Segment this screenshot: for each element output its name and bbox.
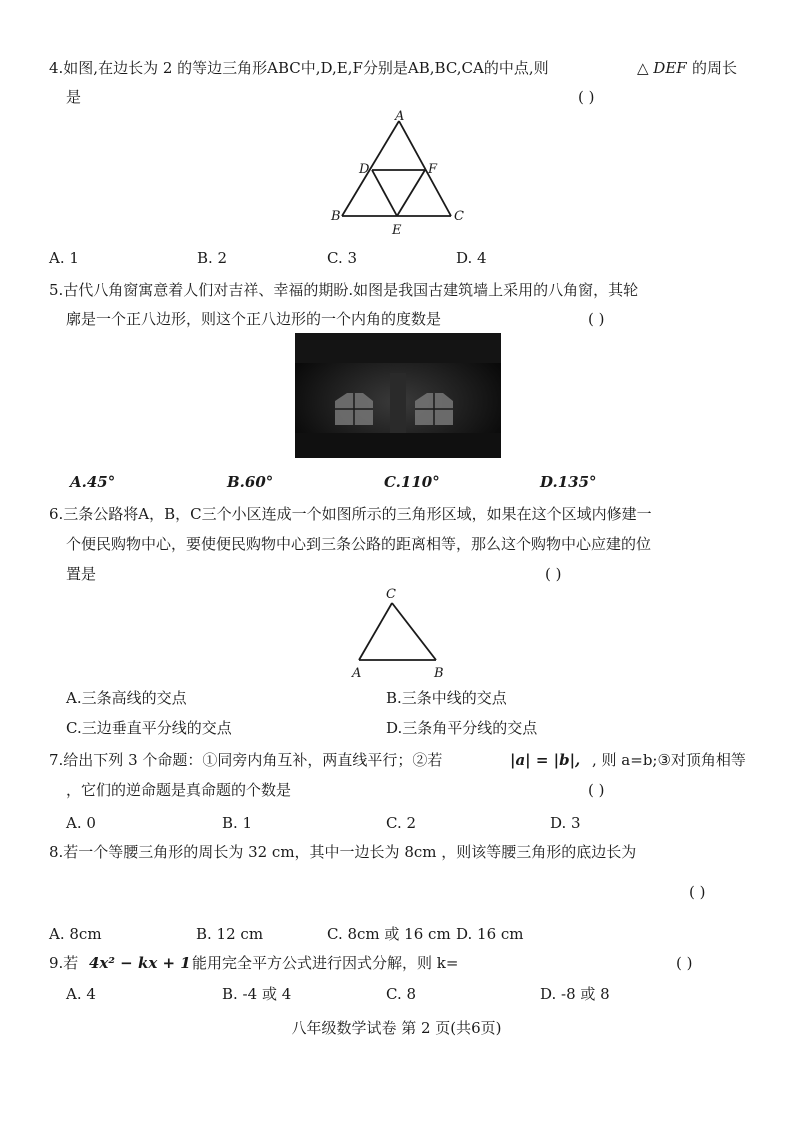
page-footer: 八年级数学试卷 第 2 页(共6页): [291, 1019, 502, 1037]
q5-stem-line1: 5.古代八角窗寓意着人们对吉祥、幸福的期盼.如图是我国古建筑墙上采用的八角窗，其轮: [49, 281, 639, 299]
q5-stem-line2: 廓是一个正八边形，则这个正八边形的一个内角的度数是: [66, 310, 442, 328]
q4-segment-fe: [397, 170, 425, 216]
q9-option-d: D. -8 或 8: [540, 985, 610, 1003]
q4-triangle-name: △ DEF: [637, 59, 687, 77]
q4-label-a: A: [395, 109, 405, 124]
q6-triangle-figure: [340, 583, 460, 683]
q7-abs-expression: |a| = |b|,: [510, 751, 581, 769]
q4-text: 4.如图,在边长为 2 的等边三角形ABC中,D,E,F分别是AB,BC,CA的中点,则: [49, 59, 549, 77]
q7-option-a: A. 0: [66, 814, 96, 832]
octagonal-window-image: [295, 333, 501, 458]
q6-label-c: C: [386, 587, 396, 602]
q8-stem-line1: 8.若一个等腰三角形的周长为 32 cm，其中一边长为 8cm ，则该等腰三角形的底边长为: [49, 843, 637, 861]
q5-option-c: C.110°: [384, 473, 440, 491]
q9-stem-b: 能用完全平方公式进行因式分解，则 k=: [192, 954, 459, 972]
q7-stem-line1-a: 7.给出下列 3 个命题：①同旁内角互补，两直线平行；②若: [49, 751, 443, 769]
q7-stem-line2: ，它们的逆命题是真命题的个数是: [66, 781, 292, 799]
q4-segment-de: [372, 170, 397, 216]
q8-answer-paren: ( ): [689, 883, 706, 901]
q6-option-b: B.三条中线的交点: [386, 689, 507, 707]
q6-stem-line2: 个便民购物中心，要使便民购物中心到三条公路的距离相等，那么这个购物中心应建的位: [66, 535, 652, 553]
q9-answer-paren: ( ): [676, 954, 693, 972]
q4-label-f: F: [428, 162, 438, 177]
q6-side-ca: [359, 603, 392, 660]
q6-option-c: C.三边垂直平分线的交点: [66, 719, 232, 737]
q9-expression: 4x² − kx + 1: [89, 954, 191, 972]
q6-label-b: B: [434, 666, 444, 681]
q4-label-c: C: [454, 209, 464, 224]
q6-stem-line1: 6.三条公路将A，B，C三个小区连成一个如图所示的三角形区域，如果在这个区域内修建一: [49, 505, 652, 523]
q5-option-d: D.135°: [540, 473, 597, 491]
q4-option-a: A. 1: [49, 249, 79, 267]
q5-option-a: A.45°: [70, 473, 116, 491]
octagonal-window-photo: [295, 333, 501, 458]
q8-option-d: D. 16 cm: [456, 925, 524, 943]
q4-option-d: D. 4: [456, 249, 487, 267]
q8-option-b: B. 12 cm: [196, 925, 264, 943]
q4-side-ab: [342, 121, 399, 216]
q6-option-a: A.三条高线的交点: [66, 689, 187, 707]
q4-label-e: E: [392, 223, 402, 238]
q9-option-a: A. 4: [66, 985, 96, 1003]
q4-stem-line2: 是: [66, 88, 82, 106]
q4-label-d: D: [359, 162, 370, 177]
q4-label-b: B: [331, 209, 341, 224]
q7-option-c: C. 2: [386, 814, 417, 832]
q4-triangle-figure: [325, 106, 470, 238]
q7-answer-paren: ( ): [588, 781, 605, 799]
q4-option-c: C. 3: [327, 249, 358, 267]
q4-text-tail: 的周长: [692, 59, 738, 77]
q4-side-ac: [399, 121, 451, 216]
q7-option-d: D. 3: [550, 814, 581, 832]
q6-answer-paren: ( ): [545, 565, 562, 583]
q4-answer-paren: ( ): [578, 88, 595, 106]
q5-option-b: B.60°: [227, 473, 274, 491]
q7-option-b: B. 1: [222, 814, 253, 832]
q6-side-cb: [392, 603, 436, 660]
q4-option-b: B. 2: [197, 249, 228, 267]
q7-stem-line1-b: , 则 a=b;③对顶角相等: [592, 751, 746, 769]
q6-stem-line3: 置是: [66, 565, 97, 583]
q5-answer-paren: ( ): [588, 310, 605, 328]
q6-label-a: A: [352, 666, 362, 681]
q9-stem-a: 9.若: [49, 954, 79, 972]
q8-option-a: A. 8cm: [49, 925, 102, 943]
q9-option-c: C. 8: [386, 985, 417, 1003]
q9-option-b: B. -4 或 4: [222, 985, 292, 1003]
q6-option-d: D.三条角平分线的交点: [386, 719, 538, 737]
q8-option-c: C. 8cm 或 16 cm: [327, 925, 451, 943]
